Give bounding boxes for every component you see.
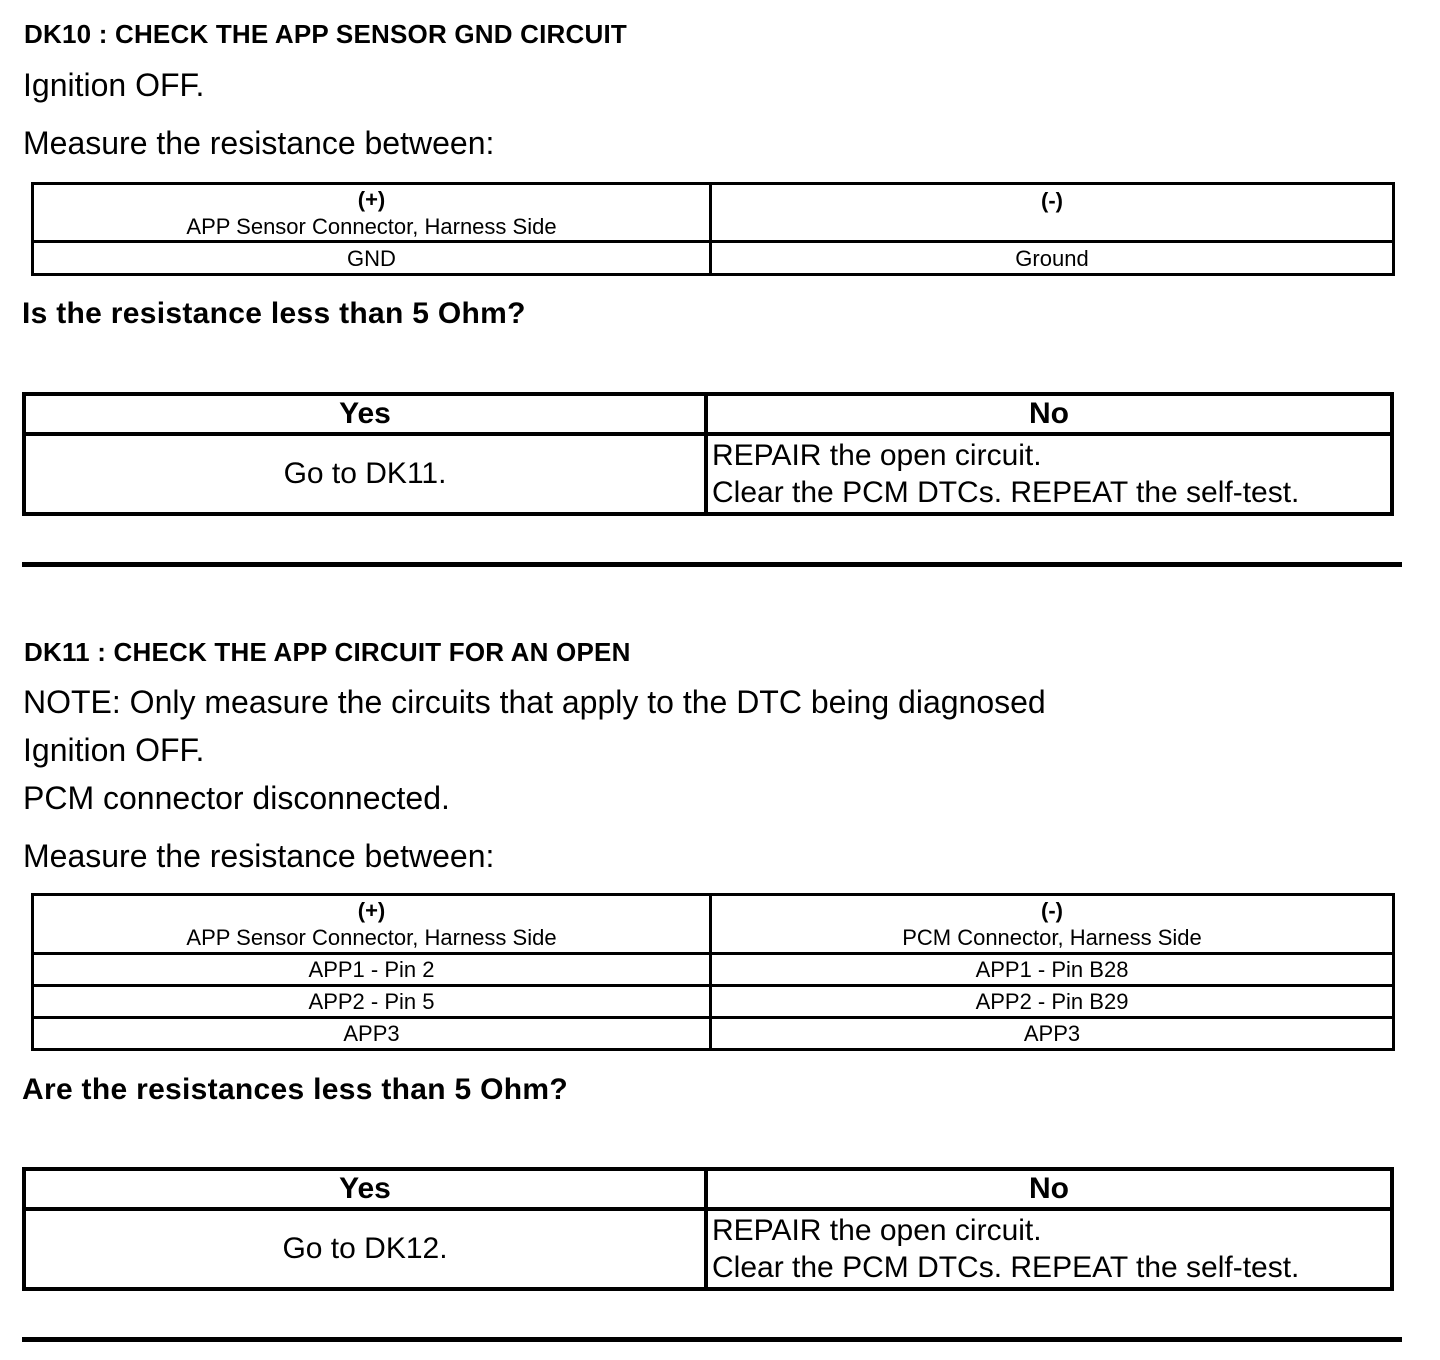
plus-sign: (+) — [357, 898, 386, 923]
instruction-measure: Measure the resistance between: — [23, 125, 495, 161]
instruction-note: NOTE: Only measure the circuits that apply to the DTC being diagnosed — [23, 684, 1046, 720]
minus-sign: (-) — [1041, 188, 1063, 213]
minus-connector: PCM Connector, Harness Side — [902, 925, 1202, 950]
no-action-line-2: Clear the PCM DTCs. REPEAT the self-test. — [712, 1251, 1300, 1284]
table-row — [33, 954, 1394, 986]
answer-table-dk11 — [22, 1167, 1394, 1291]
no-header: No — [706, 394, 1392, 434]
no-action-line-1: REPAIR the open circuit. — [712, 439, 1042, 472]
table-cell: APP2 - Pin B29 — [711, 986, 1394, 1018]
yes-action: Go to DK11. — [24, 434, 706, 514]
answer-table-dk10 — [22, 392, 1394, 516]
yes-action: Go to DK12. — [24, 1209, 706, 1289]
table-cell: APP1 - Pin B28 — [711, 954, 1394, 986]
table-cell: GND — [33, 242, 711, 275]
question-dk11: Are the resistances less than 5 Ohm? — [22, 1073, 569, 1106]
no-header: No — [706, 1169, 1392, 1209]
step-title-dk10: DK10 : CHECK THE APP SENSOR GND CIRCUIT — [24, 19, 627, 49]
no-action-line-2: Clear the PCM DTCs. REPEAT the self-test. — [712, 476, 1300, 509]
instruction-pcm-disconnected: PCM connector disconnected. — [23, 780, 450, 816]
table-cell: Ground — [711, 242, 1394, 275]
table-cell: APP3 — [711, 1018, 1394, 1050]
table-cell: APP2 - Pin 5 — [33, 986, 711, 1018]
table-cell: APP3 — [33, 1018, 711, 1050]
measure-table-dk10 — [31, 182, 1395, 276]
no-action-line-1: REPAIR the open circuit. — [712, 1214, 1042, 1247]
table-row — [33, 242, 1394, 275]
table-cell: APP1 - Pin 2 — [33, 954, 711, 986]
plus-connector: APP Sensor Connector, Harness Side — [186, 925, 557, 950]
yes-header: Yes — [24, 1169, 706, 1209]
section-divider — [22, 562, 1402, 567]
table-row — [33, 1018, 1394, 1050]
no-action — [706, 434, 1392, 514]
plus-header-cell — [33, 184, 711, 242]
instruction-ignition-off: Ignition OFF. — [23, 732, 205, 768]
minus-header-cell — [711, 895, 1394, 954]
step-title-dk11: DK11 : CHECK THE APP CIRCUIT FOR AN OPEN — [24, 637, 631, 667]
plus-connector: APP Sensor Connector, Harness Side — [186, 213, 557, 239]
plus-header-cell — [33, 895, 711, 954]
section-divider — [22, 1337, 1402, 1342]
instruction-ignition-off: Ignition OFF. — [23, 67, 205, 103]
minus-header-cell — [711, 184, 1394, 242]
table-row — [33, 986, 1394, 1018]
yes-header: Yes — [24, 394, 706, 434]
no-action — [706, 1209, 1392, 1289]
question-dk10: Is the resistance less than 5 Ohm? — [22, 297, 526, 330]
table-header-row — [33, 184, 1394, 242]
plus-sign: (+) — [357, 186, 386, 212]
minus-sign: (-) — [1041, 898, 1063, 923]
table-header-row — [33, 895, 1394, 954]
measure-table-dk11 — [31, 893, 1395, 1051]
instruction-measure: Measure the resistance between: — [23, 838, 495, 874]
